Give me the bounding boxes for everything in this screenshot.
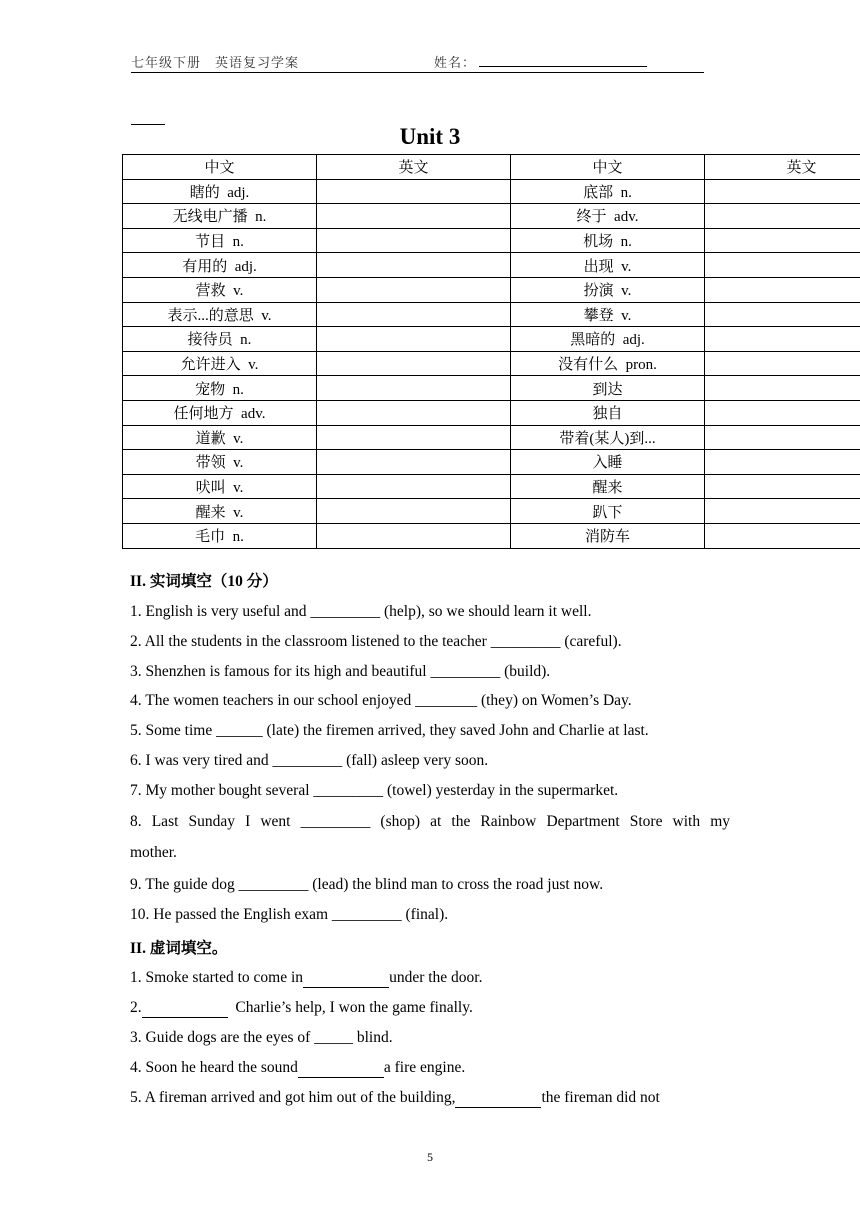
table-row [123, 351, 860, 376]
exercise-item [130, 969, 482, 988]
chinese-term-cell: 表示...的意思 v. [123, 302, 317, 327]
chinese-term-cell: 无线电广播 n. [123, 204, 317, 229]
english-answer-cell[interactable] [317, 499, 511, 524]
chinese-term-cell: 消防车 [511, 523, 705, 548]
item-text: 1. Smoke started to come in [130, 969, 304, 986]
table-row [123, 228, 860, 253]
table-row [123, 204, 860, 229]
chinese-term-cell: 带领 v. [123, 450, 317, 475]
chinese-term-cell: 出现 v. [511, 253, 705, 278]
table-row [123, 450, 860, 475]
english-answer-cell[interactable] [317, 523, 511, 548]
chinese-term-cell: 道歉 v. [123, 425, 317, 450]
answer-blank[interactable] [142, 999, 228, 1018]
exercise-item: 3. Shenzhen is famous for its high and beautiful _________ (build). [130, 663, 551, 680]
table-row [123, 179, 860, 204]
item-text: 2. [130, 999, 142, 1016]
english-answer-cell[interactable] [317, 425, 511, 450]
exercise-item: 2. All the students in the classroom listened to the teacher _________ (careful). [130, 633, 622, 650]
table-row [123, 253, 860, 278]
english-answer-cell[interactable] [705, 474, 860, 499]
english-answer-cell[interactable] [705, 327, 860, 352]
answer-blank[interactable] [298, 1059, 384, 1078]
english-answer-cell[interactable] [705, 253, 860, 278]
chinese-term-cell: 瞎的 adj. [123, 179, 317, 204]
chinese-term-cell: 醒来 v. [123, 499, 317, 524]
vocab-table [122, 154, 860, 549]
chinese-term-cell: 节目 n. [123, 228, 317, 253]
chinese-term-cell: 毛巾 n. [123, 523, 317, 548]
col-header-chinese: 中文 [123, 155, 317, 180]
english-answer-cell[interactable] [317, 277, 511, 302]
chinese-term-cell: 底部 n. [511, 179, 705, 204]
english-answer-cell[interactable] [705, 228, 860, 253]
exercise-item [130, 1029, 393, 1047]
col-header-english: 英文 [317, 155, 511, 180]
answer-blank[interactable] [303, 969, 389, 988]
table-row [123, 400, 860, 425]
chinese-term-cell: 黑暗的 adj. [511, 327, 705, 352]
col-header-chinese: 中文 [511, 155, 705, 180]
table-row [123, 302, 860, 327]
table-row [123, 523, 860, 548]
chinese-term-cell: 允许进入 v. [123, 351, 317, 376]
exercise-item: 7. My mother bought several _________ (towel) yesterday in the supermarket. [130, 782, 619, 799]
chinese-term-cell: 带着(某人)到... [511, 425, 705, 450]
exercise-item [130, 1089, 660, 1108]
section-title: II. 实词填空（10 分） [130, 573, 278, 590]
english-answer-cell[interactable] [317, 400, 511, 425]
english-answer-cell[interactable] [317, 302, 511, 327]
table-row [123, 425, 860, 450]
table-row [123, 277, 860, 302]
english-answer-cell[interactable] [705, 204, 860, 229]
english-answer-cell[interactable] [317, 253, 511, 278]
item-text: a fire engine. [383, 1059, 466, 1076]
vocab-header-row [123, 155, 860, 180]
exercise-item [130, 1059, 465, 1078]
chinese-term-cell: 独自 [511, 400, 705, 425]
chinese-term-cell: 机场 n. [511, 228, 705, 253]
unit-title: Unit 3 [399, 124, 461, 149]
header-name-label: 姓名： [434, 56, 477, 71]
item-text: 4. Soon he heard the sound [130, 1059, 298, 1076]
item-text: 3. Guide dogs are the eyes of _____ blind. [130, 1029, 393, 1046]
section-title: II. 虚词填空。 [130, 940, 228, 957]
exercise-item: 8. Last Sunday I went _________ (shop) at the Rainbow Department Store with my [130, 813, 730, 830]
english-answer-cell[interactable] [317, 228, 511, 253]
exercise-item: 6. I was very tired and _________ (fall) asleep very soon. [130, 752, 489, 769]
english-answer-cell[interactable] [705, 376, 860, 401]
chinese-term-cell: 有用的 adj. [123, 253, 317, 278]
english-answer-cell[interactable] [705, 425, 860, 450]
chinese-term-cell: 接待员 n. [123, 327, 317, 352]
english-answer-cell[interactable] [705, 400, 860, 425]
exercise-item-continued: mother. [130, 844, 177, 861]
english-answer-cell[interactable] [705, 450, 860, 475]
page-number: 5 [427, 1150, 433, 1164]
table-row [123, 327, 860, 352]
english-answer-cell[interactable] [317, 450, 511, 475]
chinese-term-cell: 醒来 [511, 474, 705, 499]
table-row [123, 376, 860, 401]
exercise-item: 5. Some time ______ (late) the firemen arrived, they saved John and Charlie at last. [130, 722, 649, 739]
english-answer-cell[interactable] [705, 277, 860, 302]
chinese-term-cell: 到达 [511, 376, 705, 401]
table-row [123, 499, 860, 524]
item-text: under the door. [389, 969, 483, 986]
exercise-item: 1. English is very useful and _________ (help), so we should learn it well. [130, 603, 592, 620]
english-answer-cell[interactable] [705, 523, 860, 548]
header-course-title: 七年级下册 英语复习学案 [131, 56, 300, 71]
chinese-term-cell: 终于 adv. [511, 204, 705, 229]
english-answer-cell[interactable] [317, 376, 511, 401]
answer-blank[interactable] [455, 1089, 541, 1108]
table-row [123, 474, 860, 499]
chinese-term-cell: 营救 v. [123, 277, 317, 302]
exercise-item: 4. The women teachers in our school enjoyed ________ (they) on Women’s Day. [130, 692, 632, 709]
item-text: Charlie’s help, I won the game finally. [227, 999, 473, 1016]
exercise-item [130, 999, 473, 1018]
name-blank-line[interactable] [479, 66, 647, 67]
chinese-term-cell: 没有什么 pron. [511, 351, 705, 376]
chinese-term-cell: 趴下 [511, 499, 705, 524]
english-answer-cell[interactable] [705, 302, 860, 327]
chinese-term-cell: 攀登 v. [511, 302, 705, 327]
english-answer-cell[interactable] [317, 351, 511, 376]
exercise-item: 9. The guide dog _________ (lead) the blind man to cross the road just now. [130, 876, 604, 893]
exercise-item: 10. He passed the English exam _________ (final). [130, 906, 449, 923]
english-answer-cell[interactable] [705, 179, 860, 204]
english-answer-cell[interactable] [705, 499, 860, 524]
english-answer-cell[interactable] [705, 351, 860, 376]
english-answer-cell[interactable] [317, 474, 511, 499]
page-header [131, 52, 704, 73]
chinese-term-cell: 宠物 n. [123, 376, 317, 401]
chinese-term-cell: 吠叫 v. [123, 474, 317, 499]
chinese-term-cell: 扮演 v. [511, 277, 705, 302]
english-answer-cell[interactable] [317, 179, 511, 204]
chinese-term-cell: 入睡 [511, 450, 705, 475]
col-header-english: 英文 [705, 155, 860, 180]
english-answer-cell[interactable] [317, 327, 511, 352]
item-text: 5. A fireman arrived and got him out of the building, [130, 1089, 456, 1106]
english-answer-cell[interactable] [317, 204, 511, 229]
item-text: the fireman did not [541, 1089, 660, 1106]
chinese-term-cell: 任何地方 adv. [123, 400, 317, 425]
